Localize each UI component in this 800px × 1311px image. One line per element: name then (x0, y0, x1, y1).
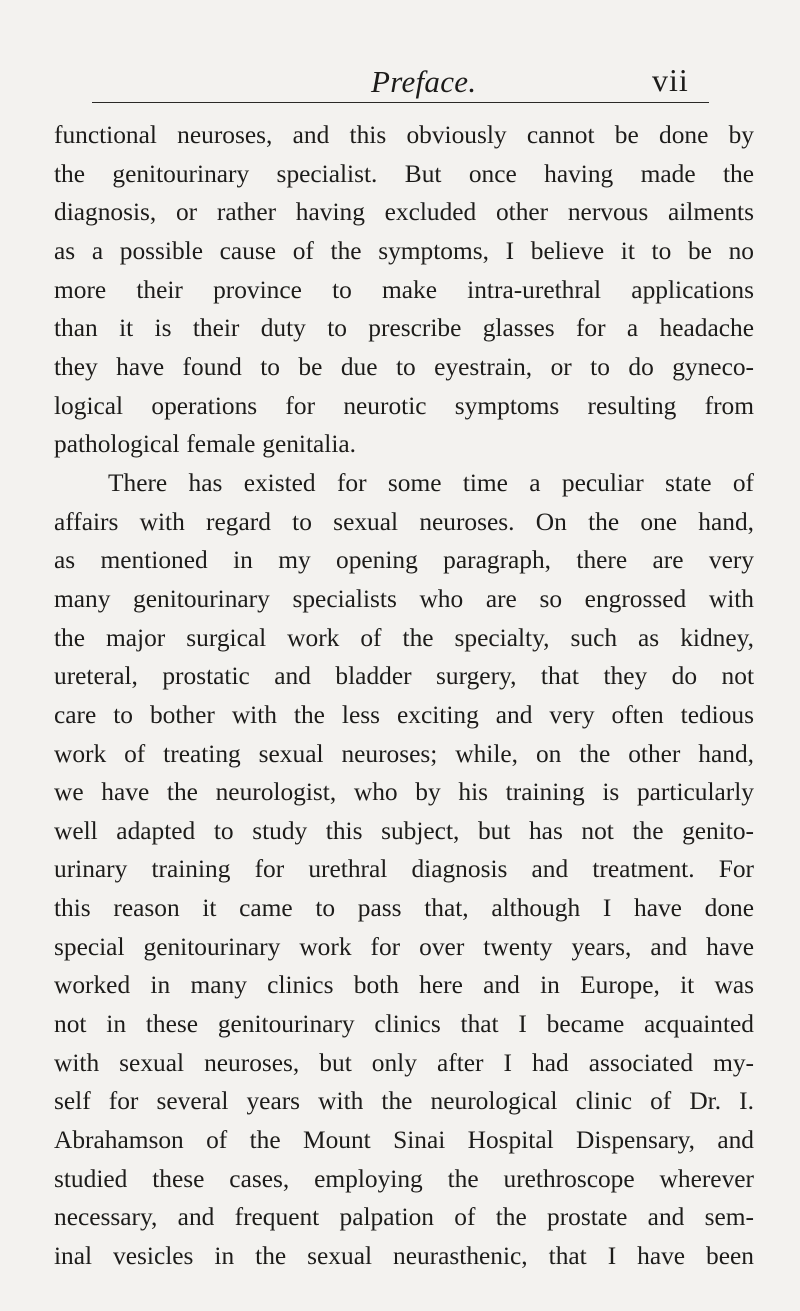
text-line: ureteral, prostatic and bladder surgery, that they do not (54, 662, 754, 691)
text-line: as mentioned in my opening paragraph, there are very (54, 546, 754, 575)
text-line: urinary training for urethral diagnosis and treatment. For (54, 855, 754, 884)
text-line: pathological female genitalia. (54, 430, 357, 459)
text-line: well adapted to study this subject, but has not the genito- (54, 816, 754, 845)
text-line: as a possible cause of the symptoms, I believe it to be no (54, 236, 754, 265)
text-line: more their province to make intra-urethral applications (54, 275, 754, 304)
text-line: self for several years with the neurological clinic of Dr. I. (54, 1087, 754, 1116)
text-line: we have the neurologist, who by his training is particularly (54, 778, 754, 807)
text-line: care to bother with the less exciting and very often tedious (54, 700, 754, 729)
text-line: studied these cases, employing the urethroscope wherever (54, 1164, 754, 1193)
text-line: with sexual neuroses, but only after I had associated my- (54, 1048, 754, 1077)
text-line: diagnosis, or rather having excluded other nervous ailments (54, 198, 754, 227)
text-line: special genitourinary work for over twenty years, and have (54, 932, 754, 961)
text-line: many genitourinary specialists who are so engrossed with (54, 584, 754, 613)
text-line: the major surgical work of the specialty, such as kidney, (54, 623, 754, 652)
page-header (0, 58, 800, 104)
page-number: vii (652, 62, 689, 98)
text-line: than it is their duty to prescribe glasses for a headache (54, 314, 754, 343)
text-line: There has existed for some time a peculiar state of (108, 468, 754, 497)
text-line: worked in many clinics both here and in Europe, it was (54, 971, 754, 1000)
text-line: Abrahamson of the Mount Sinai Hospital Dispensary, and (54, 1126, 754, 1155)
text-line: the genitourinary specialist. But once having made the (54, 159, 754, 188)
text-line: affairs with regard to sexual neuroses. On the one hand, (54, 507, 754, 536)
text-line: they have found to be due to eyestrain, or to do gyneco- (54, 352, 754, 381)
body-text (54, 116, 754, 1276)
text-line: this reason it came to pass that, although I have done (54, 894, 754, 923)
text-line: necessary, and frequent palpation of the prostate and sem- (54, 1203, 754, 1232)
text-line: functional neuroses, and this obviously cannot be done by (54, 121, 754, 149)
text-line: not in these genitourinary clinics that I became acquainted (54, 1010, 754, 1039)
running-title: Preface. (371, 64, 477, 99)
header-rule (92, 102, 709, 103)
text-line: work of treating sexual neuroses; while, on the other hand, (54, 739, 754, 768)
text-line: inal vesicles in the sexual neurasthenic, that I have been (54, 1242, 754, 1271)
text-line: logical operations for neurotic symptoms resulting from (54, 391, 754, 420)
